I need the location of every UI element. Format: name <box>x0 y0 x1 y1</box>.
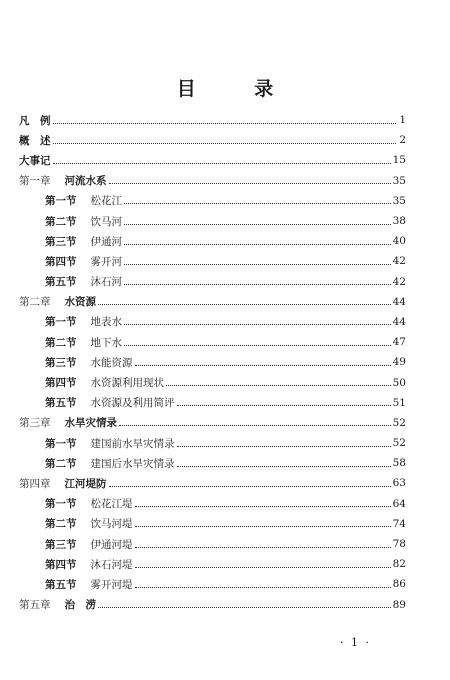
toc-entry-number: 第二节 <box>45 215 77 228</box>
toc-entry-page: 63 <box>392 477 406 490</box>
toc-entry-number: 第三节 <box>45 356 77 369</box>
toc-entry-label: 饮马河堤 <box>90 518 133 531</box>
toc-entry[interactable] <box>19 372 406 392</box>
toc-entry[interactable] <box>19 352 406 372</box>
toc-entry-page: 44 <box>392 315 406 328</box>
toc-entry[interactable] <box>19 130 406 150</box>
toc-entry-label: 雾开河 <box>90 255 122 268</box>
dot-leader <box>177 466 391 467</box>
toc-entry-label: 伊通河 <box>90 235 122 248</box>
toc-entry-number: 第一章 <box>19 175 51 188</box>
toc-entry-number: 第四节 <box>45 558 77 571</box>
toc-entry[interactable] <box>19 191 406 211</box>
toc-entry-number: 第五节 <box>45 397 77 410</box>
toc-entry[interactable] <box>19 413 406 433</box>
toc-entry-page: 1 <box>399 114 406 127</box>
dot-leader <box>53 143 397 144</box>
toc-entry-page: 2 <box>399 134 406 147</box>
toc-entry-page: 86 <box>392 578 406 591</box>
toc-entry[interactable] <box>19 595 406 615</box>
page-title: 目 录 <box>176 78 300 100</box>
toc-entry[interactable] <box>19 110 406 130</box>
toc-entry-page: 42 <box>392 255 406 268</box>
toc-entry-number: 第四节 <box>45 255 77 268</box>
dot-leader <box>109 486 391 487</box>
toc-entry-page: 82 <box>392 558 406 571</box>
toc-entry-page: 38 <box>392 215 406 228</box>
toc-entry-page: 49 <box>392 356 406 369</box>
toc-entry-label: 地表水 <box>90 316 122 329</box>
dot-leader <box>124 224 391 225</box>
dot-leader <box>135 365 391 366</box>
dot-leader <box>135 547 391 548</box>
toc-entry[interactable] <box>19 231 406 251</box>
toc-entry-label: 大事记 <box>19 154 51 167</box>
toc-entry-label: 水资源 <box>64 296 96 309</box>
dot-leader <box>135 587 391 588</box>
toc-entry-label: 建国前水旱灾情录 <box>90 437 175 450</box>
toc-entry-page: 58 <box>392 457 406 470</box>
toc-entry-page: 35 <box>392 174 406 187</box>
toc-entry[interactable] <box>19 514 406 534</box>
toc-entry[interactable] <box>19 292 406 312</box>
toc-entry-number: 第一节 <box>45 316 77 329</box>
toc-entry-label: 建国后水旱灾情录 <box>90 457 175 470</box>
toc-entry-page: 35 <box>392 194 406 207</box>
toc-entry[interactable] <box>19 312 406 332</box>
toc-entry-page: 42 <box>392 275 406 288</box>
toc-entry[interactable] <box>19 494 406 514</box>
toc-entry-label: 河流水系 <box>64 175 107 188</box>
toc-entry-page: 15 <box>392 154 406 167</box>
toc-entry-label: 雾开河堤 <box>90 578 133 591</box>
toc-entry[interactable] <box>19 574 406 594</box>
toc-entry-label: 概 述 <box>19 134 51 147</box>
toc-entry-number: 第三节 <box>45 538 77 551</box>
dot-leader <box>166 385 391 386</box>
toc-entry-label: 水能资源 <box>90 356 133 369</box>
toc-entry[interactable] <box>19 251 406 271</box>
toc-entry[interactable] <box>19 150 406 170</box>
toc-entry-number: 第二节 <box>45 518 77 531</box>
toc-entry[interactable] <box>19 171 406 191</box>
toc-entry-number: 第三章 <box>19 417 51 430</box>
dot-leader <box>98 607 391 608</box>
dot-leader <box>124 244 391 245</box>
toc-entry[interactable] <box>19 453 406 473</box>
toc-entry-label: 饮马河 <box>90 215 122 228</box>
dot-leader <box>53 123 397 124</box>
toc-entry[interactable] <box>19 393 406 413</box>
dot-leader <box>124 203 391 204</box>
toc-entry[interactable] <box>19 534 406 554</box>
toc-entry-label: 凡 例 <box>19 114 51 127</box>
dot-leader <box>177 446 391 447</box>
dot-leader <box>53 163 391 164</box>
toc-entry-number: 第一节 <box>45 195 77 208</box>
toc-entry-page: 47 <box>392 336 406 349</box>
toc-entry[interactable] <box>19 332 406 352</box>
dot-leader <box>124 264 391 265</box>
toc-entry-label: 地下水 <box>90 336 122 349</box>
toc-entry[interactable] <box>19 272 406 292</box>
dot-leader <box>109 183 391 184</box>
toc-entry-page: 74 <box>392 517 406 530</box>
dot-leader <box>98 304 391 305</box>
dot-leader <box>124 345 391 346</box>
toc-entry-label: 伊通河堤 <box>90 538 133 551</box>
toc-entry-number: 第五节 <box>45 578 77 591</box>
table-of-contents <box>19 110 406 615</box>
toc-entry-number: 第四章 <box>19 477 51 490</box>
toc-entry-label: 沐石河堤 <box>90 558 133 571</box>
dot-leader <box>135 526 391 527</box>
toc-entry-page: 78 <box>392 538 406 551</box>
dot-leader <box>135 567 391 568</box>
toc-entry-number: 第一节 <box>45 498 77 511</box>
toc-entry-page: 51 <box>392 396 406 409</box>
toc-entry-page: 52 <box>392 416 406 429</box>
toc-entry-label: 沐石河 <box>90 276 122 289</box>
dot-leader <box>119 425 391 426</box>
toc-entry-number: 第五章 <box>19 599 51 612</box>
page-number: · 1 · <box>340 636 371 649</box>
toc-entry-page: 44 <box>392 295 406 308</box>
toc-entry-label: 松花江 <box>90 195 122 208</box>
toc-entry-label: 江河堤防 <box>64 477 107 490</box>
toc-entry-page: 52 <box>392 437 406 450</box>
dot-leader <box>124 284 391 285</box>
toc-entry-number: 第三节 <box>45 235 77 248</box>
dot-leader <box>177 405 391 406</box>
toc-entry-label: 水资源利用现状 <box>90 377 164 390</box>
toc-entry-number: 第二章 <box>19 296 51 309</box>
toc-entry-page: 89 <box>392 598 406 611</box>
toc-entry[interactable] <box>19 473 406 493</box>
toc-entry-label: 水资源及利用简评 <box>90 397 175 410</box>
toc-entry-page: 64 <box>392 497 406 510</box>
toc-entry[interactable] <box>19 554 406 574</box>
toc-entry-number: 第四节 <box>45 377 77 390</box>
toc-entry-number: 第二节 <box>45 336 77 349</box>
toc-entry-page: 50 <box>392 376 406 389</box>
toc-entry[interactable] <box>19 211 406 231</box>
dot-leader <box>124 324 391 325</box>
toc-entry[interactable] <box>19 433 406 453</box>
dot-leader <box>135 506 391 507</box>
toc-entry-label: 松花江堤 <box>90 498 133 511</box>
toc-entry-number: 第五节 <box>45 276 77 289</box>
toc-entry-page: 40 <box>392 235 406 248</box>
toc-entry-number: 第一节 <box>45 437 77 450</box>
toc-entry-number: 第二节 <box>45 457 77 470</box>
toc-entry-label: 水旱灾情录 <box>64 417 117 430</box>
toc-entry-label: 治 涝 <box>64 599 96 612</box>
